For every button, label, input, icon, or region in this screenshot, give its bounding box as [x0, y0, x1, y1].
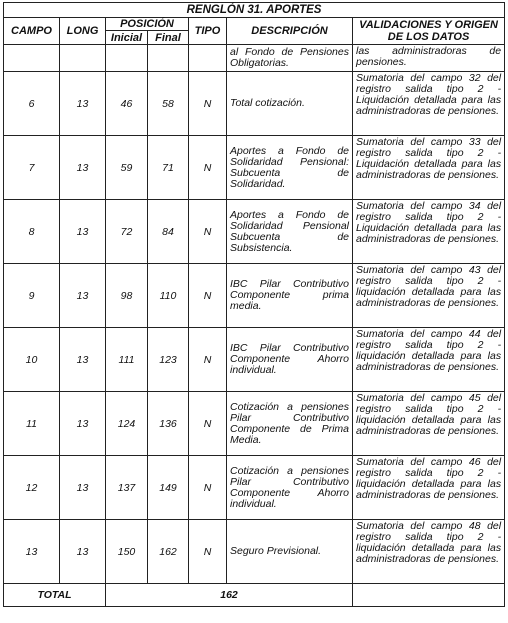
cell-long: 13	[60, 392, 106, 456]
cell-validaciones: Sumatoria del campo 43 del registro salida tipo 2 - liquidación detallada para las administradoras de pensiones.	[353, 264, 505, 328]
cell-descripcion: al Fondo de Pensiones Obligatorias.	[227, 45, 353, 72]
cell-tipo: N	[189, 520, 227, 584]
cell-empty	[189, 45, 227, 72]
header-final: Final	[148, 31, 189, 45]
table-body	[4, 45, 505, 584]
cell-validaciones: Sumatoria del campo 32 del registro salida tipo 2 - Liquidación detallada para las administradoras de pensiones.	[353, 72, 505, 136]
cell-empty	[148, 45, 189, 72]
cell-validaciones: las administradoras de pensiones.	[353, 45, 505, 72]
cell-empty	[60, 45, 106, 72]
table-row	[4, 328, 505, 392]
cell-validaciones: Sumatoria del campo 34 del registro salida tipo 2 - Liquidación detallada para las administradoras de pensiones.	[353, 200, 505, 264]
total-value: 162	[106, 584, 353, 607]
cell-tipo: N	[189, 136, 227, 200]
cell-tipo: N	[189, 200, 227, 264]
cell-long: 13	[60, 328, 106, 392]
header-descripcion: DESCRIPCIÓN	[227, 18, 353, 45]
cell-tipo: N	[189, 392, 227, 456]
cell-final: 58	[148, 72, 189, 136]
header-posicion: POSICIÓN	[106, 18, 189, 31]
cell-long: 13	[60, 200, 106, 264]
cell-campo: 9	[4, 264, 60, 328]
cell-empty	[4, 45, 60, 72]
cell-validaciones: Sumatoria del campo 45 del registro salida tipo 2 - liquidación detallada para las administradoras de pensiones.	[353, 392, 505, 456]
table-row	[4, 456, 505, 520]
cell-descripcion: Seguro Previsional.	[227, 520, 353, 584]
cell-final: 136	[148, 392, 189, 456]
cell-final: 84	[148, 200, 189, 264]
table-row	[4, 264, 505, 328]
cell-long: 13	[60, 456, 106, 520]
header-row	[4, 18, 505, 31]
cell-validaciones: Sumatoria del campo 48 del registro salida tipo 2 - liquidación detallada para las administradoras de pensiones.	[353, 520, 505, 584]
cell-validaciones: Sumatoria del campo 44 del registro salida tipo 2 - liquidación detallada para las administradoras de pensiones.	[353, 328, 505, 392]
cell-descripcion: Total cotización.	[227, 72, 353, 136]
table-row	[4, 200, 505, 264]
header-long: LONG	[60, 18, 106, 45]
cell-campo: 13	[4, 520, 60, 584]
header-campo: CAMPO	[4, 18, 60, 45]
cell-final: 71	[148, 136, 189, 200]
cell-final: 110	[148, 264, 189, 328]
cell-long: 13	[60, 264, 106, 328]
cell-long: 13	[60, 520, 106, 584]
cell-descripcion: Aportes a Fondo de Solidaridad Pensional: Subcuenta de Solidaridad.	[227, 136, 353, 200]
cell-inicial: 150	[106, 520, 148, 584]
cell-tipo: N	[189, 264, 227, 328]
document-page	[3, 2, 504, 607]
cell-campo: 11	[4, 392, 60, 456]
cell-tipo: N	[189, 328, 227, 392]
cell-inicial: 124	[106, 392, 148, 456]
table-row	[4, 72, 505, 136]
cell-tipo: N	[189, 456, 227, 520]
cell-inicial: 46	[106, 72, 148, 136]
table-title: RENGLÓN 31. APORTES	[4, 3, 505, 18]
total-label: TOTAL	[4, 584, 106, 607]
header-tipo: TIPO	[189, 18, 227, 45]
cell-tipo: N	[189, 72, 227, 136]
cell-campo: 8	[4, 200, 60, 264]
cell-final: 149	[148, 456, 189, 520]
table-row	[4, 520, 505, 584]
cell-long: 13	[60, 72, 106, 136]
cell-inicial: 111	[106, 328, 148, 392]
aportes-table	[3, 2, 505, 607]
cell-inicial: 98	[106, 264, 148, 328]
cell-final: 162	[148, 520, 189, 584]
cell-campo: 7	[4, 136, 60, 200]
cell-final: 123	[148, 328, 189, 392]
cell-descripcion: Aportes a Fondo de Solidaridad Pensional Subcuenta de Subsistencia.	[227, 200, 353, 264]
cell-validaciones: Sumatoria del campo 46 del registro salida tipo 2 - liquidación detallada para las administradoras de pensiones.	[353, 456, 505, 520]
total-row	[4, 584, 505, 607]
header-inicial: Inicial	[106, 31, 148, 45]
cell-descripcion: Cotización a pensiones Pilar Contributivo Componente de Prima Media.	[227, 392, 353, 456]
title-row	[4, 3, 505, 18]
cell-inicial: 59	[106, 136, 148, 200]
cell-validaciones: Sumatoria del campo 33 del registro salida tipo 2 - Liquidación detallada para las administradoras de pensiones.	[353, 136, 505, 200]
cell-campo: 10	[4, 328, 60, 392]
table-row	[4, 136, 505, 200]
header-validaciones: VALIDACIONES Y ORIGEN DE LOS DATOS	[353, 18, 505, 45]
cell-inicial: 137	[106, 456, 148, 520]
cell-campo: 12	[4, 456, 60, 520]
cell-long: 13	[60, 136, 106, 200]
cell-inicial: 72	[106, 200, 148, 264]
table-row	[4, 392, 505, 456]
cell-descripcion: IBC Pilar Contributivo Componente prima media.	[227, 264, 353, 328]
cell-empty	[106, 45, 148, 72]
cell-descripcion: Cotización a pensiones Pilar Contributivo Componente Ahorro individual.	[227, 456, 353, 520]
cell-empty	[353, 584, 505, 607]
cell-descripcion: IBC Pilar Contributivo Componente Ahorro individual.	[227, 328, 353, 392]
continued-row	[4, 45, 505, 72]
cell-campo: 6	[4, 72, 60, 136]
